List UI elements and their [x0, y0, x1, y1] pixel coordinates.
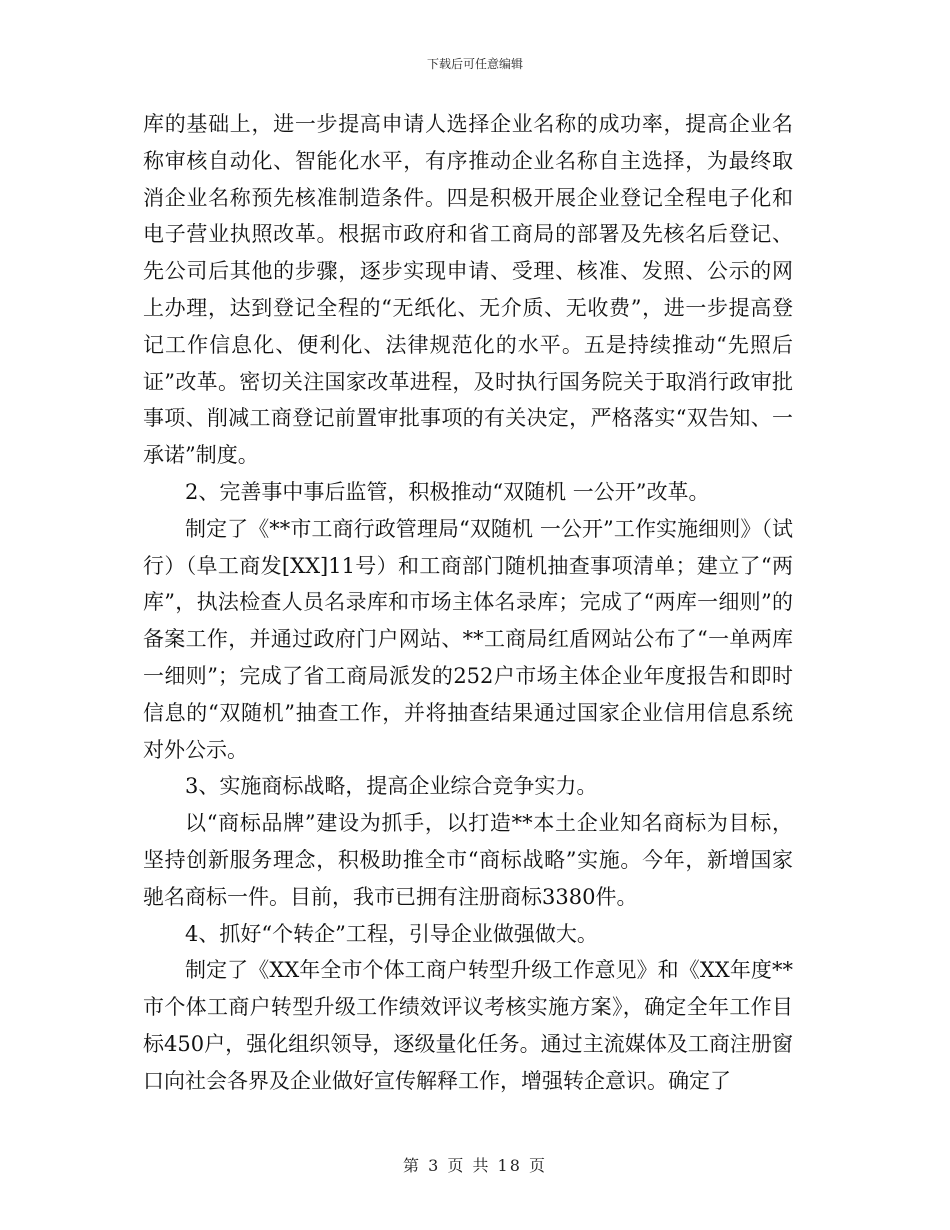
document-body [143, 106, 793, 1100]
paragraph-section-2: 制定了《**市工商行政管理局“双随机 一公开”工作实施细则》（试行）（阜工商发[XX]11号）和工商部门随机抽查事项清单；建立了“两库”，执法检查人员名录库和市场主体名录库；完成了“两库一细则”的备案工作，并通过政府门户网站、**工商局红盾网站公布了“一单两库一细则”；完成了省工商局派发的252户市场主体企业年度报告和即时信息的“双随机”抽查工作，并将抽查结果通过国家企业信用信息系统对外公示。 [143, 516, 793, 762]
header-note: 下载后可任意编辑 [426, 57, 523, 71]
section-heading-4: 4、抓好“个转企”工程，引导企业做强做大。 [185, 921, 598, 946]
paragraph-section-3: 以“商标品牌”建设为抓手，以打造**本土企业知名商标为目标，坚持创新服务理念，积极助推全市“商标战略”实施。今年，新增国家驰名商标一件。目前，我市已拥有注册商标3380件。 [143, 811, 793, 909]
paragraph-continuation: 库的基础上，进一步提高申请人选择企业名称的成功率，提高企业名称审核自动化、智能化水平，有序推动企业名称自主选择，为最终取消企业名称预先核准制造条件。四是积极开展企业登记全程电子化和电子营业执照改革。根据市政府和省工商局的部署及先核名后登记、先公司后其他的步骤，逐步实现申请、受理、核准、发照、公示的网上办理，达到登记全程的“无纸化、无介质、无收费”，进一步提高登记工作信息化、便利化、法律规范化的水平。五是持续推动“先照后证”改革。密切关注国家改革进程，及时执行国务院关于取消行政审批事项、削减工商登记前置审批事项的有关决定，严格落实“双告知、一承诺”制度。 [143, 112, 793, 468]
section-heading-2: 2、完善事中事后监管，积极推动“双随机 一公开”改革。 [185, 479, 710, 504]
paragraph-section-4: 制定了《XX年全市个体工商户转型升级工作意见》和《XX年度**市个体工商户转型升级工作绩效评议考核实施方案》，确定全年工作目标450户，强化组织领导，逐级量化任务。通过主流媒体及工商注册窗口向社会各界及企业做好宣传解释工作，增强转企意识。确定了 [143, 958, 793, 1093]
page-number-footer: 第 3 页 共 18 页 [403, 1156, 547, 1175]
section-heading-3: 3、实施商标战略，提高企业综合竞争实力。 [185, 774, 598, 799]
